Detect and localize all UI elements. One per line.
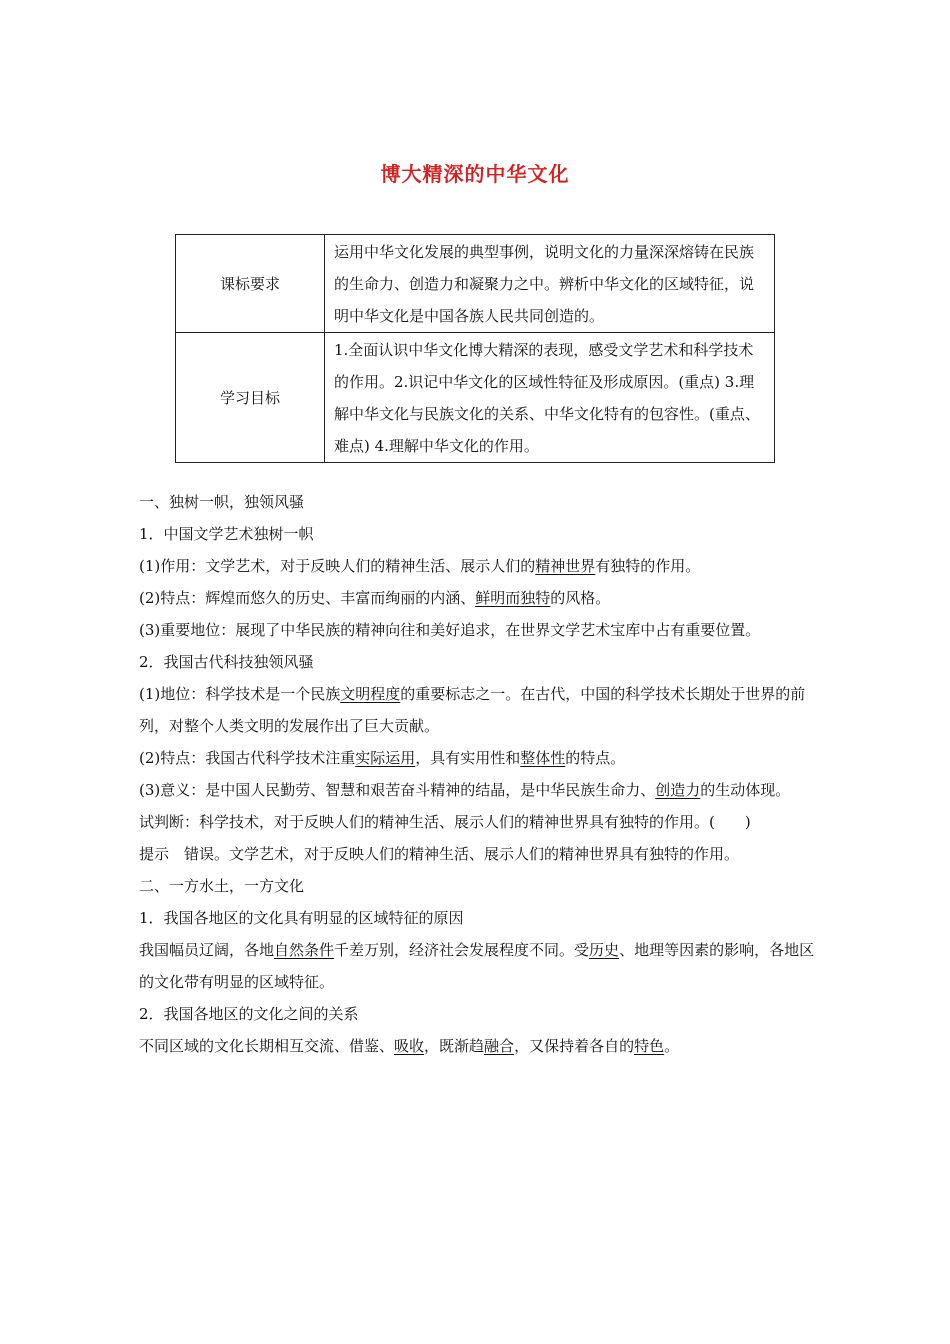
paragraph: (3)重要地位：展现了中华民族的精神向往和美好追求，在世界文学艺术宝库中占有重要位置。 — [139, 621, 761, 639]
paragraph — [139, 774, 815, 806]
text: (2)特点：辉煌而悠久的历史、丰富而绚丽的内涵、 — [139, 589, 476, 607]
table-content-cell: 1.全面认识中华文化博大精深的表现，感受文学艺术和科学技术的作用。2.识记中华文化的区域性特征及形成原因。(重点) 3.理解中华文化与民族文化的关系、中华文化特有的包容性。(重点、难点) 4.理解中华文化的作用。 — [325, 333, 775, 463]
text: 我国幅员辽阔，各地 — [139, 941, 275, 959]
underlined-answer: 整体性 — [520, 749, 566, 767]
text: 不同区域的文化长期相互交流、借鉴、 — [139, 1037, 395, 1055]
table-label-cell: 学习目标 — [176, 333, 325, 463]
underlined-answer: 特色 — [634, 1037, 665, 1055]
table-row — [176, 333, 775, 463]
section-heading: 一、独树一帜，独领风骚 — [139, 493, 305, 511]
underlined-answer: 创造力 — [655, 781, 701, 799]
hint-text: 提示 错误。文学艺术，对于反映人们的精神生活、展示人们的精神世界具有独特的作用。 — [139, 845, 740, 863]
text: ，又保持着各自的 — [514, 1037, 635, 1055]
subsection-heading: 2．我国古代科技独领风骚 — [139, 653, 314, 671]
text: (3)意义：是中国人民勤劳、智慧和艰苦奋斗精神的结晶，是中华民族生命力、 — [139, 781, 656, 799]
underlined-answer: 实际运用 — [355, 749, 416, 767]
underlined-answer: 精神世界 — [535, 557, 596, 575]
paragraph — [139, 582, 815, 614]
text: ，既渐趋 — [424, 1037, 485, 1055]
text: (1)作用：文学艺术，对于反映人们的精神生活、展示人们的 — [139, 557, 536, 575]
section-heading: 二、一方水土，一方文化 — [139, 877, 305, 895]
table-label-cell: 课标要求 — [176, 235, 325, 333]
text: 的重要标志之一。在古代，中国的科学技术长期处于世界的前列，对整个人类文明的发展作出了巨大贡献。 — [139, 685, 806, 735]
paragraph — [139, 742, 815, 774]
text: (1)地位：科学技术是一个民族 — [139, 685, 341, 703]
text: 的风格。 — [550, 589, 611, 607]
table-row — [176, 235, 775, 333]
table-content-cell: 运用中华文化发展的典型事例，说明文化的力量深深熔铸在民族的生命力、创造力和凝聚力之中。辨析中华文化的区域特征，说明中华文化是中国各族人民共同创造的。 — [325, 235, 775, 333]
text: 。 — [664, 1037, 680, 1055]
underlined-answer: 鲜明而独特 — [475, 589, 551, 607]
text: 的生动体现。 — [700, 781, 791, 799]
underlined-answer: 吸收 — [394, 1037, 425, 1055]
paragraph — [139, 678, 815, 742]
page-title: 博大精深的中华文化 — [380, 162, 570, 186]
subsection-heading: 1．我国各地区的文化具有明显的区域特征的原因 — [139, 909, 464, 927]
text: ，具有实用性和 — [415, 749, 521, 767]
text: 千差万别，经济社会发展程度不同。受 — [334, 941, 590, 959]
document-body — [139, 486, 815, 1062]
judgement-question: 试判断：科学技术，对于反映人们的精神生活、展示人们的精神世界具有独特的作用。( ) — [139, 813, 751, 831]
underlined-answer: 文明程度 — [340, 685, 401, 703]
text: 有独特的作用。 — [595, 557, 701, 575]
curriculum-table — [175, 234, 775, 463]
text: (2)特点：我国古代科学技术注重 — [139, 749, 356, 767]
paragraph — [139, 934, 815, 998]
paragraph — [139, 550, 815, 582]
text: 的特点。 — [565, 749, 626, 767]
underlined-answer: 自然条件 — [274, 941, 335, 959]
paragraph — [139, 1030, 815, 1062]
subsection-heading: 2．我国各地区的文化之间的关系 — [139, 1005, 359, 1023]
underlined-answer: 融合 — [484, 1037, 515, 1055]
text: 、地理等因素的影响，各地区的文化带有明显的区域特征。 — [139, 941, 815, 991]
subsection-heading: 1．中国文学艺术独树一帜 — [139, 525, 314, 543]
underlined-answer: 历史 — [589, 941, 620, 959]
